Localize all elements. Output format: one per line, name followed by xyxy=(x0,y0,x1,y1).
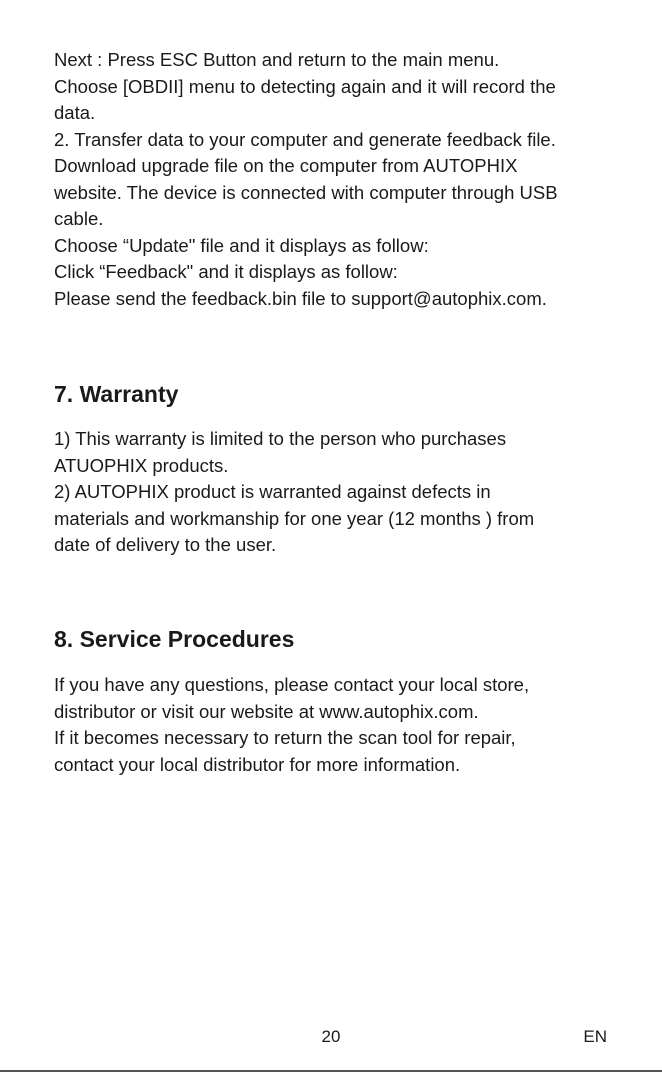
warranty-line: 2) AUTOPHIX product is warranted against defects in xyxy=(54,481,491,502)
warranty-line: materials and workmanship for one year (12 months ) from xyxy=(54,507,535,529)
intro-line: Download upgrade file on the computer from AUTOPHIX xyxy=(54,155,518,176)
intro-line: Please send the feedback.bin file to support@autophix.com. xyxy=(54,287,547,309)
service-line: distributor or visit our website at www.autophix.com. xyxy=(54,700,479,722)
warranty-line: 1) This warranty is limited to the person who purchases xyxy=(54,428,507,449)
intro-line: cable. xyxy=(54,208,104,229)
service-text-block xyxy=(54,672,529,778)
intro-text-block xyxy=(54,47,558,312)
intro-line: Click “Feedback" and it displays as follow: xyxy=(54,261,398,282)
intro-line: data. xyxy=(54,102,96,123)
service-line: contact your local distributor for more information. xyxy=(54,753,461,775)
intro-line: 2. Transfer data to your computer and generate feedback file. xyxy=(54,128,556,150)
intro-line: Choose “Update" file and it displays as follow: xyxy=(54,234,429,256)
warranty-text-block xyxy=(54,426,534,559)
page-number: 20 xyxy=(321,1027,341,1046)
intro-line: website. The device is connected with computer through USB xyxy=(54,181,558,203)
warranty-line: date of delivery to the user. xyxy=(54,534,277,555)
language-label: EN xyxy=(583,1027,607,1046)
warranty-line: ATUOPHIX products. xyxy=(54,454,229,476)
intro-line: Next : Press ESC Button and return to the main menu. xyxy=(54,49,500,70)
service-line: If you have any questions, please contact your local store, xyxy=(54,674,530,695)
intro-line: Choose [OBDII] menu to detecting again and it will record the xyxy=(54,75,556,97)
service-line: If it becomes necessary to return the scan tool for repair, xyxy=(54,727,516,748)
service-procedures-heading: 8. Service Procedures xyxy=(54,626,295,652)
warranty-heading: 7. Warranty xyxy=(54,381,179,407)
